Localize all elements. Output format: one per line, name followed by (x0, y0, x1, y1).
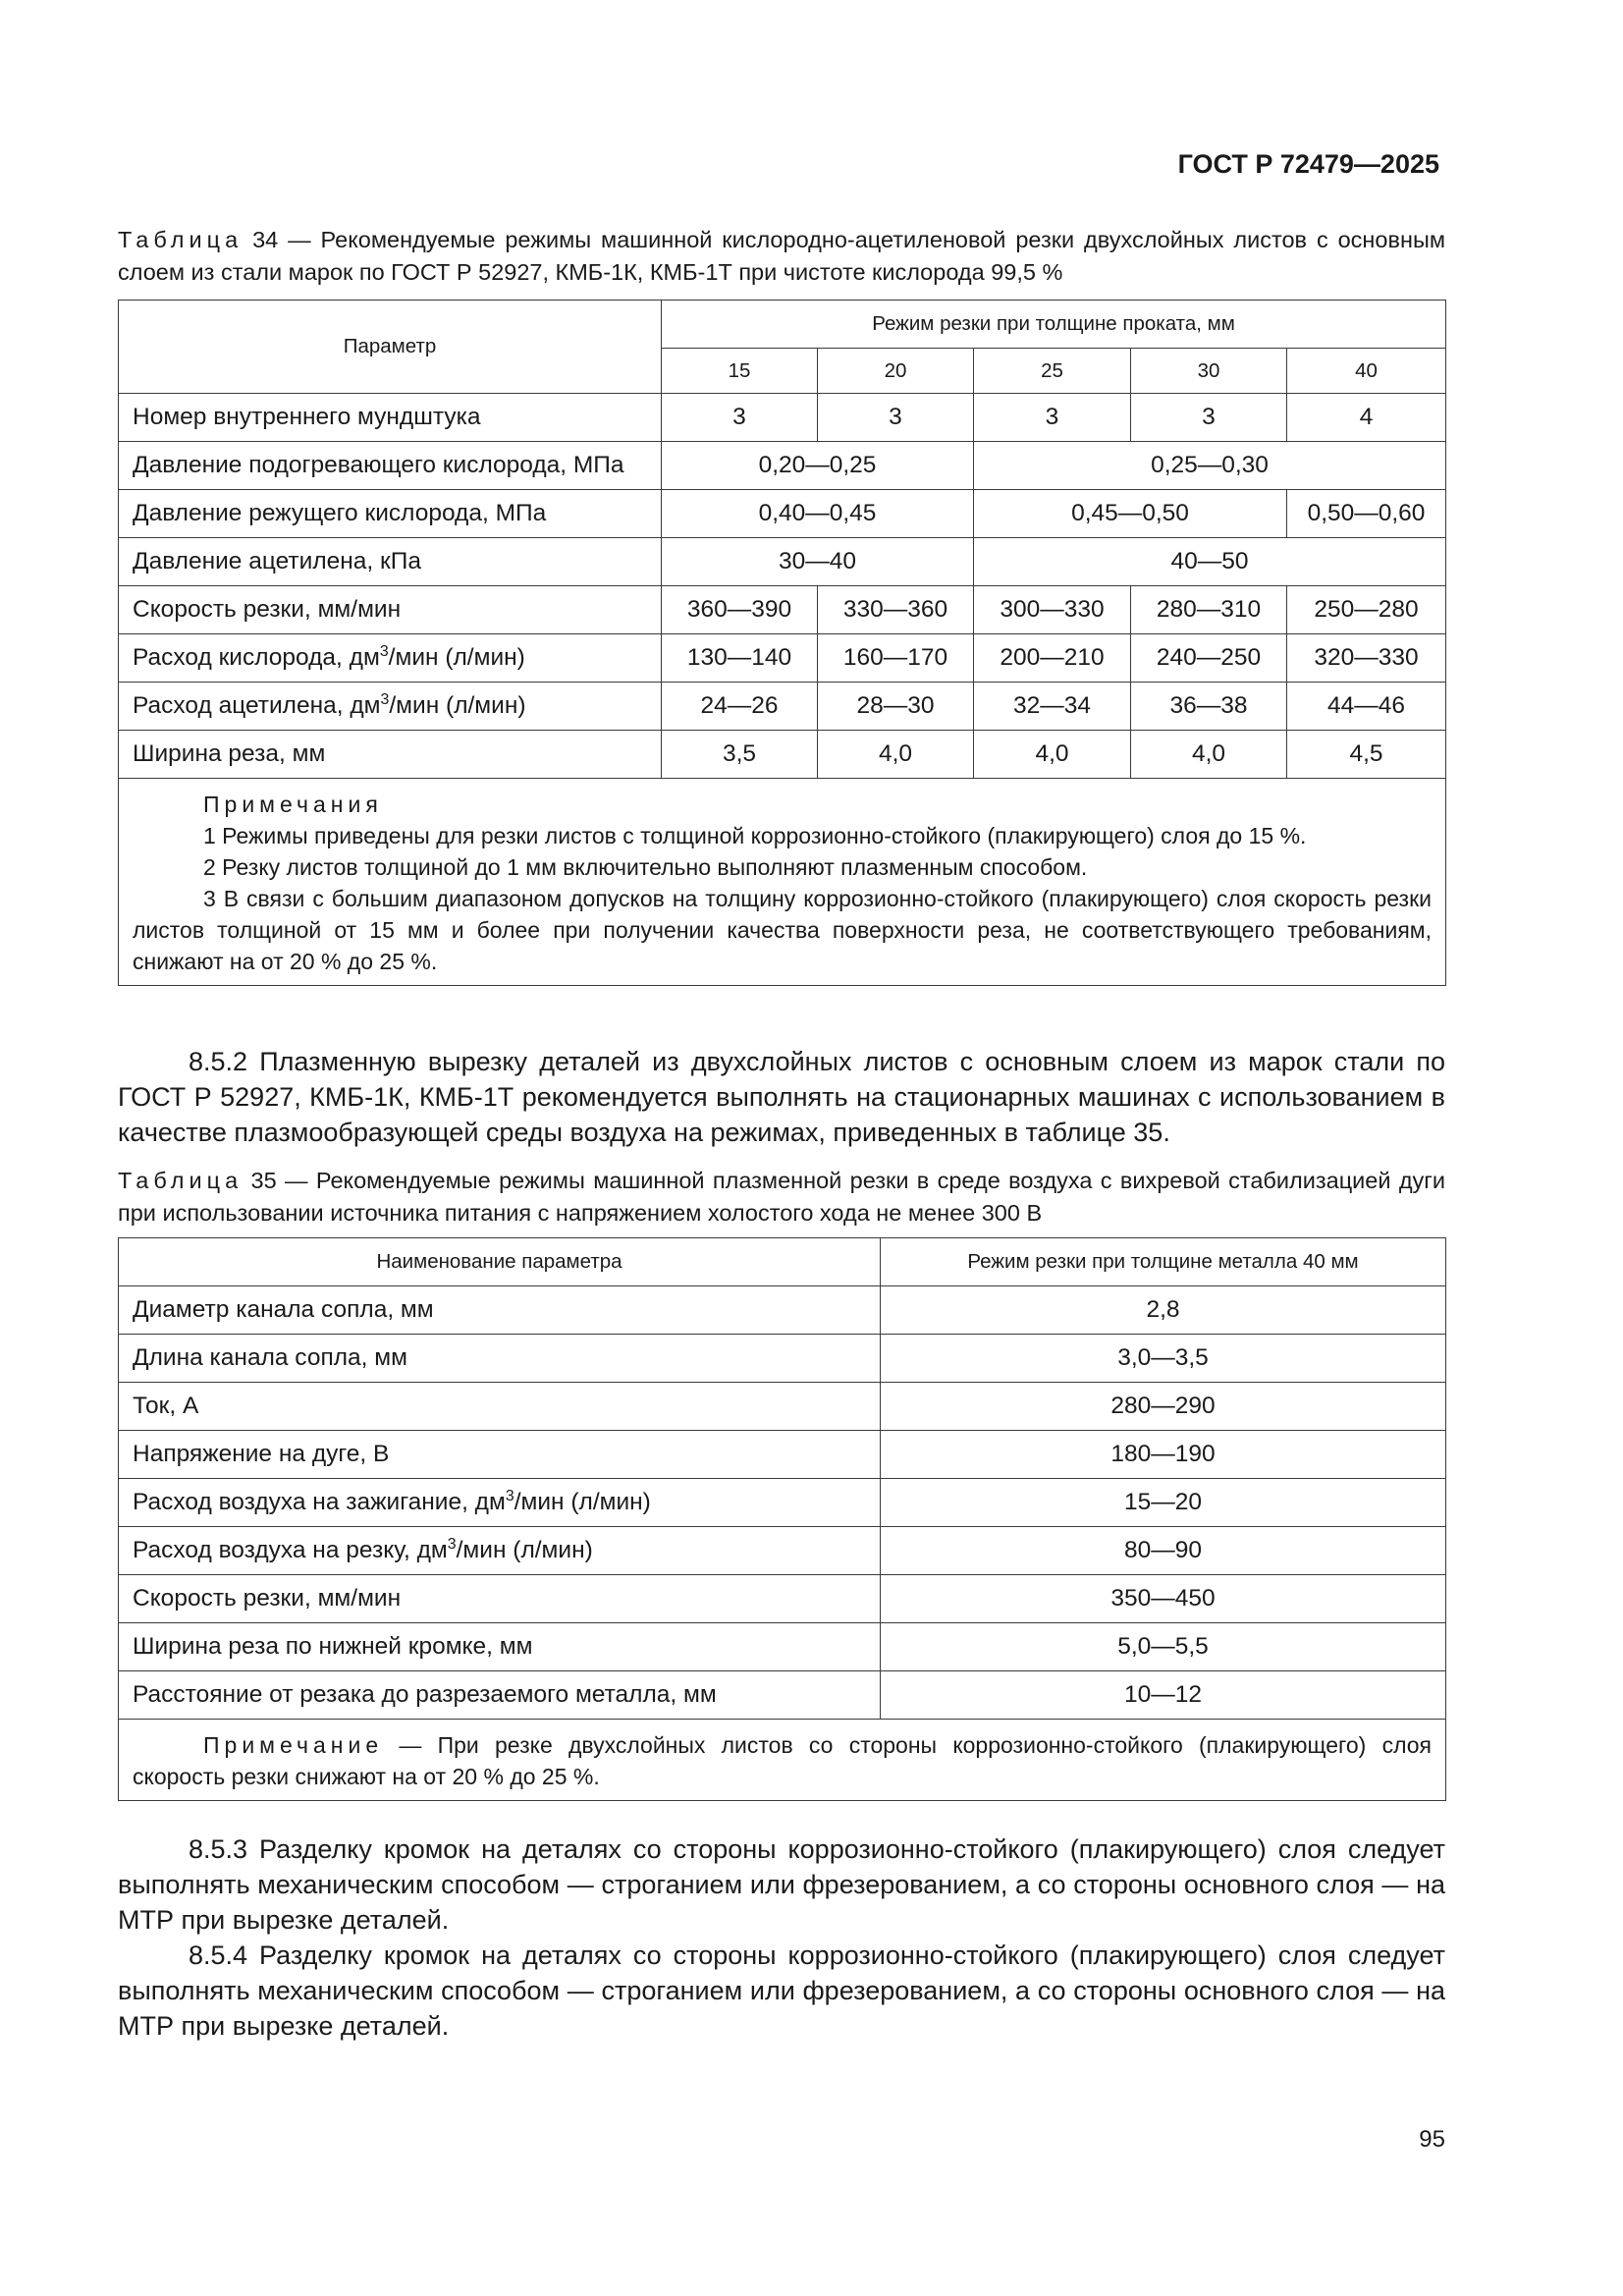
cell-value: 4,0 (818, 731, 974, 779)
cell-value: 360—390 (662, 586, 818, 634)
note-item: 2 Резку листов толщиной до 1 мм включительно выполняют плазменным способом. (203, 854, 1088, 880)
table-row (119, 490, 1446, 538)
row-label: Давление подогревающего кислорода, МПа (119, 442, 662, 490)
cell-value: 250—280 (1287, 586, 1446, 634)
cell-value: 5,0—5,5 (881, 1623, 1446, 1671)
table34-notes (119, 779, 1446, 986)
cell-value: 80—90 (881, 1527, 1446, 1575)
paragraph-8-5-3 (118, 1831, 1445, 1938)
row-label: Диаметр канала сопла, мм (119, 1286, 881, 1335)
table-row (119, 1335, 1446, 1383)
cell-value: 10—12 (881, 1671, 1446, 1720)
table35-caption-text: 35 — Рекомендуемые режимы машинной плазменной резки в среде воздуха с вихревой стабилизацией дуги при использовании источника питания с напряжением холостого хода не менее 300 В (118, 1168, 1445, 1226)
note-title: Примечание (203, 1732, 384, 1758)
row-label (119, 1479, 881, 1527)
table34-thickness-15: 15 (662, 349, 818, 394)
page-number: 95 (1419, 2126, 1445, 2153)
cell-value: 130—140 (662, 634, 818, 683)
table35-param-header: Наименование параметра (119, 1238, 881, 1286)
cell-value: 180—190 (881, 1431, 1446, 1479)
cell-value: 0,25—0,30 (974, 442, 1446, 490)
table-row (119, 442, 1446, 490)
table-row (119, 731, 1446, 779)
table-row (119, 1431, 1446, 1479)
row-label: Ширина реза, мм (119, 731, 662, 779)
row-label: Напряжение на дуге, В (119, 1431, 881, 1479)
row-label: Скорость резки, мм/мин (119, 586, 662, 634)
table35-note (119, 1720, 1446, 1801)
row-label (119, 634, 662, 683)
table-row (119, 1383, 1446, 1431)
table34-mode-header: Режим резки при толщине проката, мм (662, 301, 1446, 349)
row-label: Давление ацетилена, кПа (119, 538, 662, 586)
paragraph-8-5-4 (118, 1938, 1445, 2044)
cell-value: 320—330 (1287, 634, 1446, 683)
paragraph-8-5-2 (118, 1044, 1445, 1150)
table-row (119, 1575, 1446, 1623)
row-label-text: /мин (л/мин) (389, 692, 526, 719)
row-label-text: /мин (л/мин) (388, 644, 525, 671)
cell-value: 350—450 (881, 1575, 1446, 1623)
cell-value: 4,0 (974, 731, 1131, 779)
table34-thickness-20: 20 (818, 349, 974, 394)
row-label-text: Расход кислорода, дм (133, 644, 380, 671)
superscript: 3 (380, 690, 390, 708)
cell-value: 200—210 (974, 634, 1131, 683)
paragraph-text: 8.5.4 Разделку кромок на деталях со стороны коррозионно-стойкого (плакирующего) слоя следует выполнять механическим способом — строганием или фрезерованием, а со стороны основного слоя — на МТР при вырезке деталей. (118, 1941, 1445, 2041)
row-label-text: /мин (л/мин) (514, 1489, 651, 1515)
table34-caption-text: 34 — Рекомендуемые режимы машинной кислородно-ацетиленовой резки двухслойных листов с основным слоем из стали марок по ГОСТ Р 52927, КМБ-1К, КМБ-1Т при чистоте кислорода 99,5 % (118, 227, 1445, 285)
row-label-text: Расход ацетилена, дм (133, 692, 381, 719)
row-label: Давление режущего кислорода, МПа (119, 490, 662, 538)
cell-value: 4,0 (1131, 731, 1287, 779)
cell-value: 3 (662, 394, 818, 442)
superscript: 3 (379, 642, 389, 660)
table34-thickness-40: 40 (1287, 349, 1446, 394)
note-item: 3 В связи с большим диапазоном допусков на толщину коррозионно-стойкого (плакирующего) слоя скорость резки листов толщиной от 15 мм и более при получении качества поверхности реза, не соответствующего требованиям, снижают на от 20 % до 25 %. (133, 886, 1433, 974)
table-row (119, 1479, 1446, 1527)
table35-caption-label: Таблица (118, 1168, 243, 1193)
cell-value: 15—20 (881, 1479, 1446, 1527)
table-row (119, 1286, 1446, 1335)
table-row (119, 1671, 1446, 1720)
cell-value: 3,5 (662, 731, 818, 779)
row-label (119, 1527, 881, 1575)
cell-value: 32—34 (974, 683, 1131, 731)
table-row (119, 634, 1446, 683)
row-label: Расстояние от резака до разрезаемого металла, мм (119, 1671, 881, 1720)
row-label: Номер внутреннего мундштука (119, 394, 662, 442)
cell-value: 28—30 (818, 683, 974, 731)
row-label: Ток, А (119, 1383, 881, 1431)
cell-value: 24—26 (662, 683, 818, 731)
table34-caption (118, 224, 1445, 289)
superscript: 3 (505, 1487, 514, 1504)
cell-value: 300—330 (974, 586, 1131, 634)
table34-thickness-30: 30 (1131, 349, 1287, 394)
note-text: — При резке двухслойных листов со стороны коррозионно-стойкого (плакирующего) слоя скорость резки снижают на от 20 % до 25 %. (133, 1732, 1432, 1789)
row-label-text: Расход воздуха на резку, дм (133, 1537, 448, 1563)
row-label: Скорость резки, мм/мин (119, 1575, 881, 1623)
row-label: Длина канала сопла, мм (119, 1335, 881, 1383)
note-item: 1 Режимы приведены для резки листов с толщиной коррозионно-стойкого (плакирующего) слоя до 15 %. (203, 823, 1307, 848)
cell-value: 30—40 (662, 538, 974, 586)
table-row (119, 538, 1446, 586)
notes-title: Примечания (203, 792, 383, 817)
cell-value: 4 (1287, 394, 1446, 442)
cell-value: 3 (974, 394, 1131, 442)
cell-value: 36—38 (1131, 683, 1287, 731)
cell-value: 4,5 (1287, 731, 1446, 779)
cell-value: 3,0—3,5 (881, 1335, 1446, 1383)
row-label-text: /мин (л/мин) (456, 1537, 593, 1563)
table34-thickness-25: 25 (974, 349, 1131, 394)
table35-mode-header: Режим резки при толщине металла 40 мм (881, 1238, 1446, 1286)
paragraph-text: 8.5.3 Разделку кромок на деталях со стороны коррозионно-стойкого (плакирующего) слоя следует выполнять механическим способом — строганием или фрезерованием, а со стороны основного слоя — на МТР при вырезке деталей. (118, 1834, 1445, 1935)
cell-value: 240—250 (1131, 634, 1287, 683)
cell-value: 3 (1131, 394, 1287, 442)
paragraph-text: 8.5.2 Плазменную вырезку деталей из двухслойных листов с основным слоем из марок стали по ГОСТ Р 52927, КМБ-1К, КМБ-1Т рекомендуется выполнять на стационарных машинах с использованием в качестве плазмообразующей среды воздуха на режимах, приведенных в таблице 35. (118, 1047, 1445, 1147)
table34-caption-label: Таблица (118, 227, 243, 252)
cell-value: 2,8 (881, 1286, 1446, 1335)
cell-value: 3 (818, 394, 974, 442)
table34-param-header: Параметр (119, 301, 662, 394)
table-35 (118, 1237, 1446, 1801)
cell-value: 44—46 (1287, 683, 1446, 731)
cell-value: 40—50 (974, 538, 1446, 586)
cell-value: 280—310 (1131, 586, 1287, 634)
document-code: ГОСТ Р 72479—2025 (1177, 149, 1439, 179)
table-row (119, 394, 1446, 442)
row-label-text: Расход воздуха на зажигание, дм (133, 1489, 506, 1515)
cell-value: 330—360 (818, 586, 974, 634)
table-row (119, 1623, 1446, 1671)
cell-value: 0,20—0,25 (662, 442, 974, 490)
cell-value: 0,45—0,50 (974, 490, 1287, 538)
cell-value: 160—170 (818, 634, 974, 683)
table-row (119, 1527, 1446, 1575)
table35-caption (118, 1165, 1445, 1230)
superscript: 3 (447, 1535, 457, 1553)
table-row (119, 586, 1446, 634)
row-label: Ширина реза по нижней кромке, мм (119, 1623, 881, 1671)
cell-value: 280—290 (881, 1383, 1446, 1431)
table-34 (118, 300, 1446, 986)
table-row (119, 683, 1446, 731)
cell-value: 0,50—0,60 (1287, 490, 1446, 538)
cell-value: 0,40—0,45 (662, 490, 974, 538)
row-label (119, 683, 662, 731)
